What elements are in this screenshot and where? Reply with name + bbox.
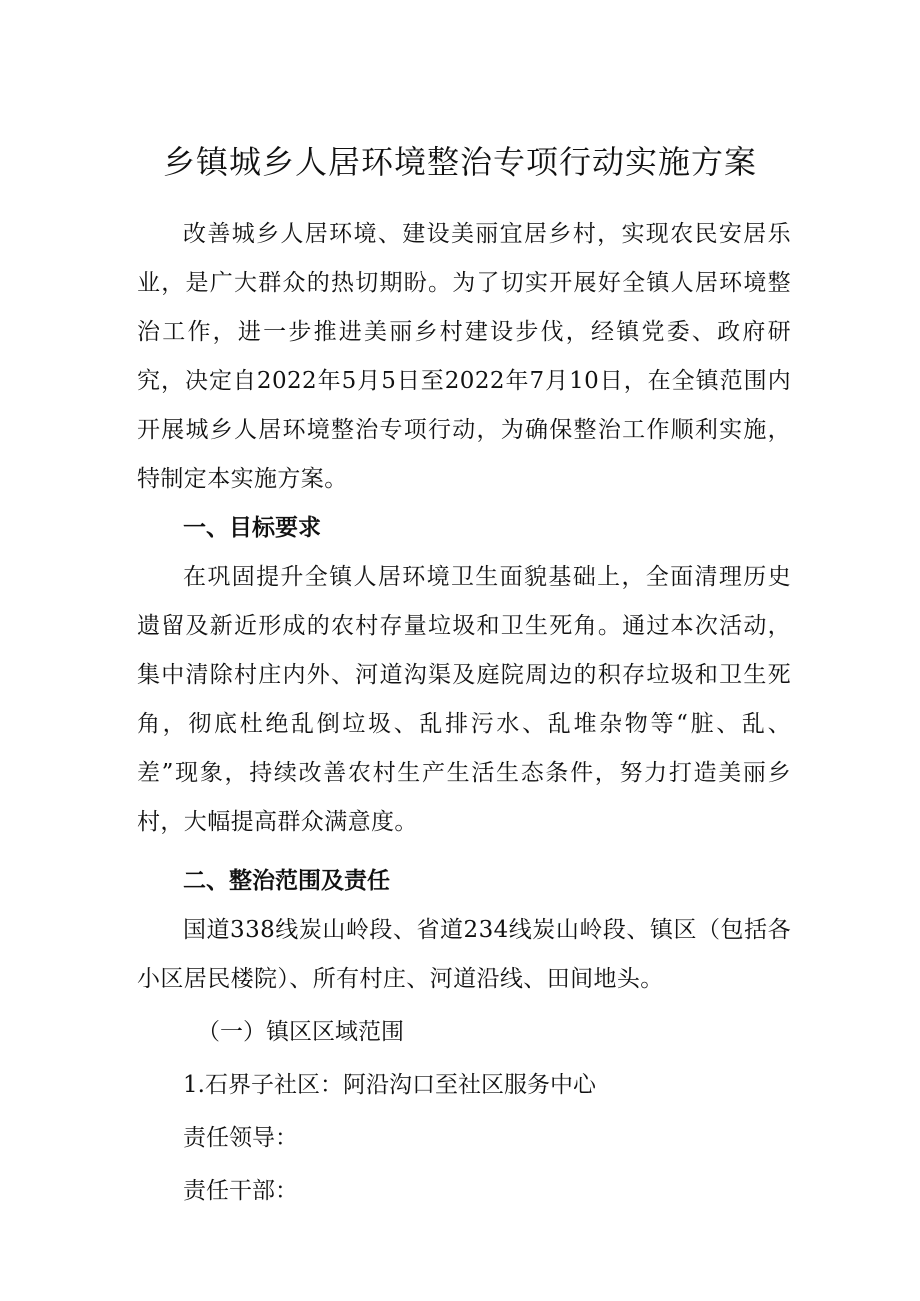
document-title: 乡镇城乡人居环境整治专项行动实施方案 (162, 143, 757, 181)
scope-paragraph: 国道338线炭山岭段、省道234线炭山岭段、镇区（包括各小区居民楼院）、所有村庄、河道沿线、田间地头。 (137, 917, 791, 992)
document-body (137, 210, 791, 1218)
spacer (137, 847, 791, 857)
intro-paragraph: 改善城乡人居环境、建设美丽宜居乡村，实现农民安居乐业，是广大群众的热切期盼。为了切实开展好全镇人居环境整治工作，进一步推进美丽乡村建设步伐，经镇党委、政府研究，决定自2022年5月5日至2022年7月10日，在全镇范围内开展城乡人居环境整治专项行动，为确保整治工作顺利实施，特制定本实施方案。 (137, 221, 791, 492)
goals-paragraph: 在巩固提升全镇人居环境卫生面貌基础上，全面清理历史遗留及新近形成的农村存量垃圾和卫生死角。通过本次活动，集中清除村庄内外、河道沟渠及庭院周边的积存垃圾和卫生死角，彻底杜绝乱倒垃圾、乱排污水、乱堆杂物等“脏、乱、差”现象，持续改善农村生产生活生态条件，努力打造美丽乡村，大幅提高群众满意度。 (137, 564, 791, 835)
responsible-leader-label: 责任领导： (183, 1125, 298, 1151)
section-heading-scope: 二、整治范围及责任 (183, 868, 390, 894)
responsible-cadre-label: 责任干部： (183, 1178, 298, 1204)
section-heading-goals: 一、目标要求 (183, 515, 321, 541)
area-item-1: 1.石界子社区：阿沿沟口至社区服务中心 (183, 1072, 596, 1098)
subheading-town-area: （一）镇区区域范围 (197, 1019, 404, 1045)
